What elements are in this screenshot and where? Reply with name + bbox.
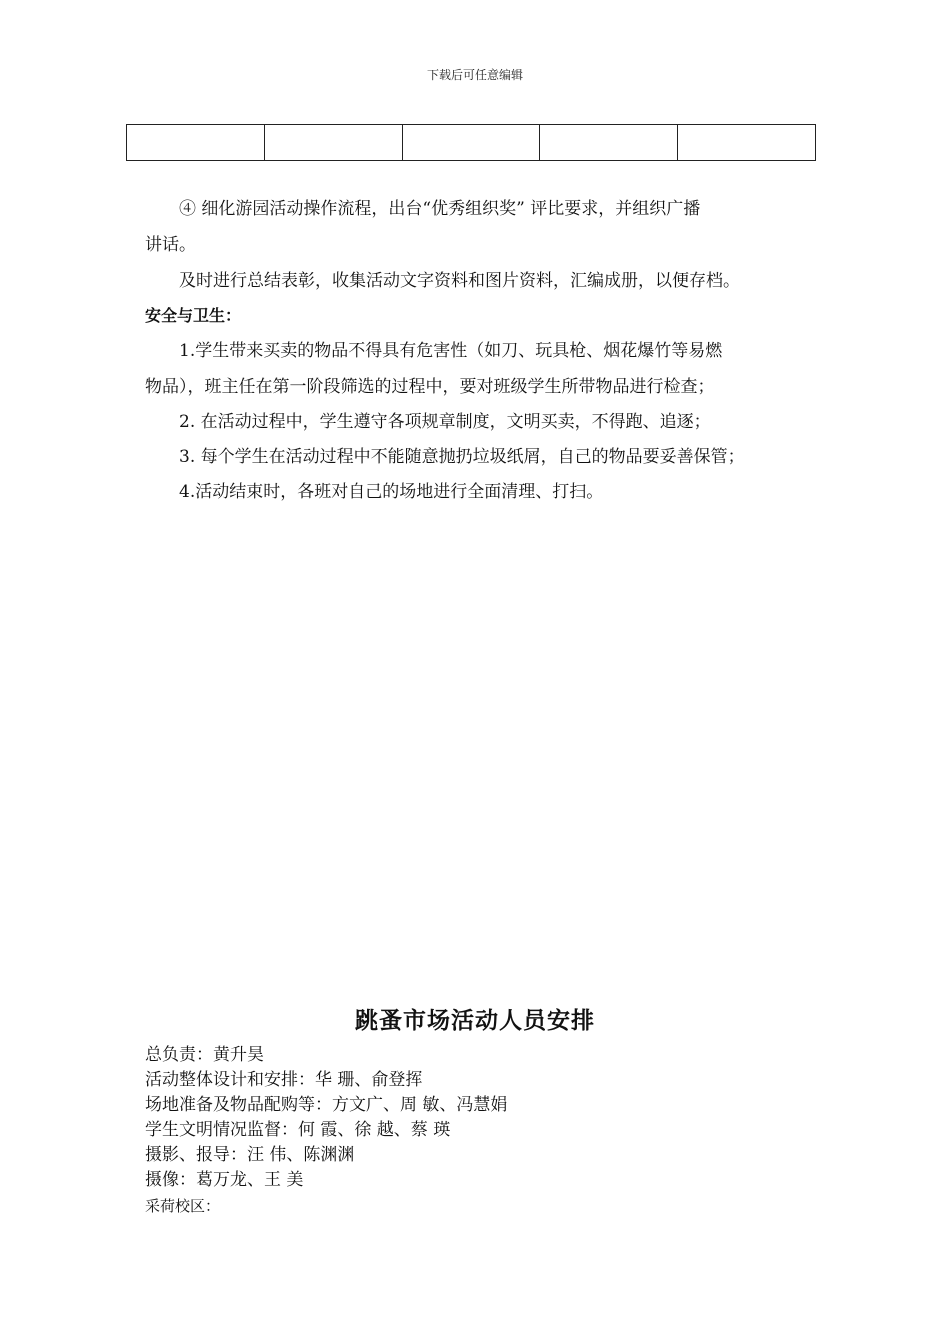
safety-item-1-line-1: 1.学生带来买卖的物品不得具有危害性（如刀、玩具枪、烟花爆竹等易燃 — [179, 341, 723, 361]
staff-title: 跳蚤市场活动人员安排 — [355, 1008, 595, 1034]
table-row — [127, 125, 816, 161]
safety-item-2: 2. 在活动过程中，学生遵守各项规章制度，文明买卖，不得跑、追逐； — [179, 412, 711, 432]
header-note: 下载后可任意编辑 — [426, 68, 523, 82]
table-cell — [264, 125, 402, 161]
paragraph-2: 及时进行总结表彰，收集活动文字资料和图片资料，汇编成册，以便存档。 — [179, 271, 740, 291]
table-cell — [540, 125, 678, 161]
staff-line-design: 活动整体设计和安排：华 珊、俞登挥 — [145, 1070, 423, 1090]
paragraph-1-line-2: 讲话。 — [145, 235, 196, 255]
table-cell — [678, 125, 816, 161]
staff-line-campus: 采荷校区： — [145, 1197, 221, 1215]
staff-line-overall: 总负责：黄升昊 — [145, 1045, 264, 1065]
staff-line-photography: 摄影、报导：汪 伟、陈渊渊 — [145, 1145, 355, 1165]
staff-line-supervision: 学生文明情况监督：何 霞、徐 越、蔡 瑛 — [145, 1120, 451, 1140]
safety-item-4: 4.活动结束时，各班对自己的场地进行全面清理、打扫。 — [179, 482, 604, 502]
safety-heading: 安全与卫生： — [145, 306, 242, 325]
empty-table — [126, 124, 816, 161]
safety-item-3: 3. 每个学生在活动过程中不能随意抛扔垃圾纸屑，自己的物品要妥善保管； — [179, 447, 745, 467]
paragraph-1-line-1: ④ 细化游园活动操作流程，出台“优秀组织奖” 评比要求，并组织广播 — [179, 199, 701, 219]
table-cell — [127, 125, 265, 161]
staff-line-video: 摄像：葛万龙、王 美 — [145, 1170, 304, 1190]
safety-item-1-line-2: 物品），班主任在第一阶段筛选的过程中，要对班级学生所带物品进行检查； — [145, 377, 715, 397]
table-cell — [402, 125, 540, 161]
staff-line-venue: 场地准备及物品配购等：方文广、周 敏、冯慧娟 — [145, 1095, 508, 1115]
